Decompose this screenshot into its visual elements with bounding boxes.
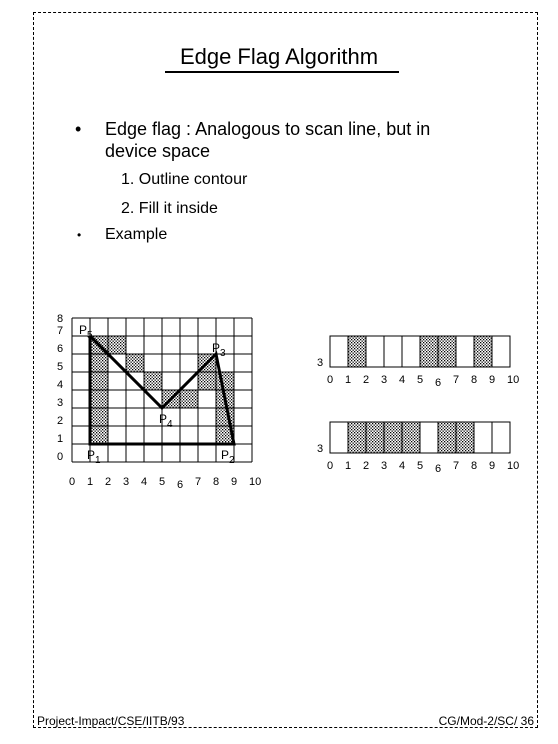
filled-pixel xyxy=(126,354,144,372)
scan-x-tick-label: 9 xyxy=(489,460,496,472)
filled-pixel xyxy=(90,408,108,426)
x-tick-label: 3 xyxy=(123,476,130,488)
pixel-grid xyxy=(57,313,261,491)
filled-pixel xyxy=(198,372,216,390)
x-tick-label: 5 xyxy=(159,476,166,488)
scan-x-tick-label: 7 xyxy=(453,460,460,472)
filled-pixel xyxy=(90,354,108,372)
filled-pixel xyxy=(108,336,126,354)
scan-x-tick-label: 5 xyxy=(417,374,424,386)
x-tick-label: 6 xyxy=(177,479,184,491)
scan-row-label: 3 xyxy=(317,443,324,455)
filled-pixel xyxy=(90,390,108,408)
bullet-dot: • xyxy=(75,119,82,139)
x-tick-label: 9 xyxy=(231,476,238,488)
scan-x-tick-label: 1 xyxy=(345,374,352,386)
filled-pixel xyxy=(144,372,162,390)
scan-x-tick-label: 0 xyxy=(327,374,334,386)
scan-x-tick-label: 0 xyxy=(327,460,334,472)
footer-left: Project-Impact/CSE/IITB/93 xyxy=(37,714,185,728)
x-tick-label: 7 xyxy=(195,476,202,488)
bullet-example: Example xyxy=(105,226,168,243)
step-fill-inside: 2. Fill it inside xyxy=(121,200,218,217)
scan-cell xyxy=(474,422,492,453)
scan-cell xyxy=(384,422,402,453)
vertex-label-p5: $P_5$ xyxy=(79,323,93,341)
scan-x-tick-label: 3 xyxy=(381,460,388,472)
scan-x-tick-label: 6 xyxy=(435,463,442,475)
scan-x-tick-label: 2 xyxy=(363,460,370,472)
scan-line-rows xyxy=(317,336,519,475)
x-tick-label: 4 xyxy=(141,476,148,488)
bullet-dot-small: • xyxy=(77,228,82,242)
x-tick-label: 2 xyxy=(105,476,112,488)
scan-cell xyxy=(330,422,348,453)
scan-cell xyxy=(366,422,384,453)
y-tick-label: 6 xyxy=(57,343,64,355)
scan-x-tick-label: 1 xyxy=(345,460,352,472)
x-tick-label: 1 xyxy=(87,476,94,488)
scan-x-tick-label: 9 xyxy=(489,374,496,386)
scan-cell xyxy=(456,336,474,367)
scan-x-tick-label: 5 xyxy=(417,460,424,472)
scan-cell xyxy=(474,336,492,367)
vertex-label-p4: $P_4$ xyxy=(159,412,173,430)
scan-cell xyxy=(420,336,438,367)
scan-cell xyxy=(456,422,474,453)
scan-cell xyxy=(366,336,384,367)
y-tick-label: 8 xyxy=(57,313,64,325)
scan-x-tick-label: 8 xyxy=(471,460,478,472)
scan-cell xyxy=(492,336,510,367)
scan-x-tick-label: 4 xyxy=(399,460,406,472)
scan-x-tick-label: 8 xyxy=(471,374,478,386)
filled-pixel xyxy=(180,390,198,408)
x-tick-label: 8 xyxy=(213,476,220,488)
scan-cell xyxy=(384,336,402,367)
y-tick-label: 7 xyxy=(57,325,64,337)
scan-cell xyxy=(492,422,510,453)
filled-pixel xyxy=(90,426,108,444)
scan-cell xyxy=(402,336,420,367)
vertex-label-p3: $P_3$ xyxy=(212,341,226,359)
y-tick-label: 1 xyxy=(57,433,64,445)
scan-x-tick-label: 6 xyxy=(435,377,442,389)
y-tick-label: 3 xyxy=(57,397,64,409)
y-tick-label: 0 xyxy=(57,451,64,463)
scan-cell xyxy=(438,336,456,367)
footer-right: CG/Mod-2/SC/ 36 xyxy=(438,714,534,728)
scan-x-tick-label: 10 xyxy=(507,460,520,472)
step-outline-contour: 1. Outline contour xyxy=(121,171,248,188)
scan-x-tick-label: 2 xyxy=(363,374,370,386)
slide-title: Edge Flag Algorithm xyxy=(179,44,379,69)
scan-cell xyxy=(402,422,420,453)
scan-x-tick-label: 4 xyxy=(399,374,406,386)
x-tick-label: 0 xyxy=(69,476,76,488)
scan-cell xyxy=(348,336,366,367)
x-tick-label: 10 xyxy=(249,476,262,488)
scan-row-label: 3 xyxy=(317,357,324,369)
scan-cell xyxy=(330,336,348,367)
scan-x-tick-label: 10 xyxy=(507,374,520,386)
filled-pixel xyxy=(90,372,108,390)
scan-cell xyxy=(420,422,438,453)
scan-x-tick-label: 3 xyxy=(381,374,388,386)
scan-cell xyxy=(348,422,366,453)
y-tick-label: 5 xyxy=(57,361,64,373)
scan-x-tick-label: 7 xyxy=(453,374,460,386)
y-tick-label: 4 xyxy=(57,379,64,391)
vertex-label-p1: $P_1$ xyxy=(87,448,101,466)
bullet-edge-flag-line2: device space xyxy=(105,141,211,161)
y-tick-label: 2 xyxy=(57,415,64,427)
bullet-edge-flag-line1: Edge flag : Analogous to scan line, but in xyxy=(105,119,431,139)
scan-cell xyxy=(438,422,456,453)
vertex-label-p2: $P_2$ xyxy=(221,448,235,466)
